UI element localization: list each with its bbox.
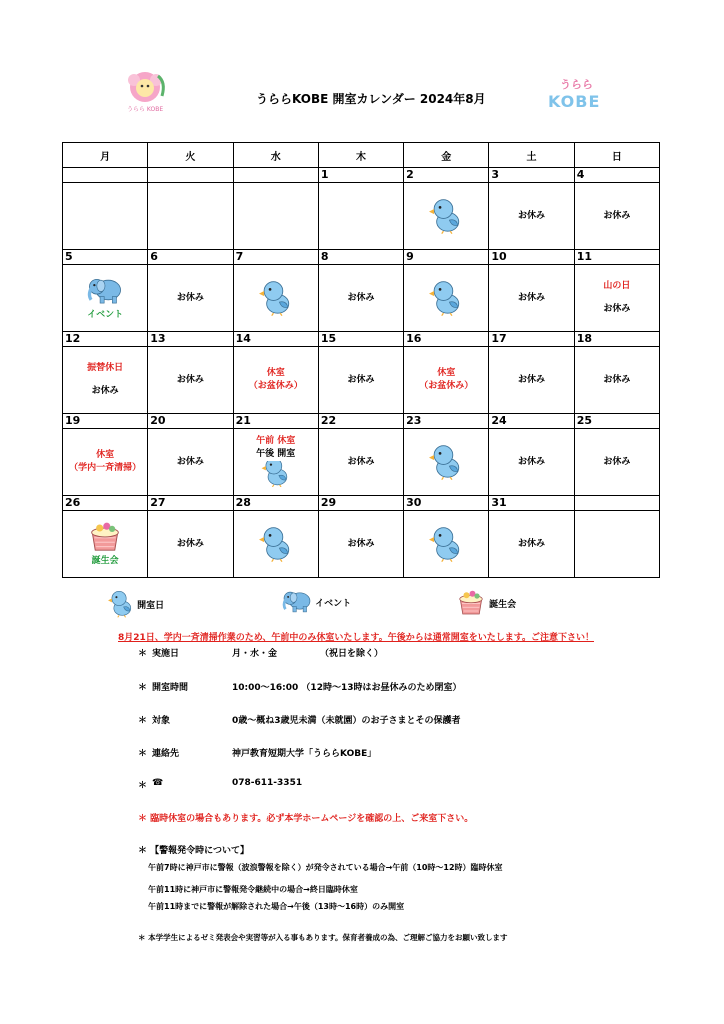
date-number-row: [63, 168, 660, 183]
warning-line-2: 午前11時に神戸市に警報発令継続中の場合→終日臨時休室: [148, 885, 358, 894]
date-number: 17: [489, 332, 574, 347]
day-cell: [318, 511, 403, 578]
day-cell: [574, 347, 659, 414]
urara-kobe-logo-left: [120, 70, 170, 116]
date-number: 23: [404, 414, 489, 429]
day-cell: [404, 429, 489, 496]
day-status: お休み: [347, 292, 375, 303]
date-number: 1: [318, 168, 403, 183]
day-status: お休み: [176, 538, 204, 549]
urara-kobe-logo-right: [548, 76, 601, 116]
half-am-label: 午前 休室: [256, 435, 296, 446]
date-number: 22: [318, 414, 403, 429]
bird-icon: [108, 588, 134, 618]
day-cell: [318, 429, 403, 496]
weekday-header: 水: [233, 143, 318, 168]
date-number: 19: [63, 414, 148, 429]
day-cell: [63, 265, 148, 332]
date-number: 29: [318, 496, 403, 511]
day-cell: [233, 347, 318, 414]
date-number: 2: [404, 168, 489, 183]
temp-closed-notice: ＊ 臨時休室の場合もあります。必ず本学ホームページを確認の上、ご来室下さい。: [138, 814, 474, 824]
day-content-row: [63, 265, 660, 332]
closed-label: 休室: [266, 368, 285, 378]
day-status: お休み: [518, 456, 546, 467]
date-number: 9: [404, 250, 489, 265]
birthday-label: 誕生会: [91, 556, 119, 566]
date-number: 30: [404, 496, 489, 511]
contact-val: 神戸教育短期大学「うららKOBE」: [232, 749, 377, 759]
date-number: 18: [574, 332, 659, 347]
date-number: 21: [233, 414, 318, 429]
date-number: 27: [148, 496, 233, 511]
date-number: [574, 496, 659, 511]
date-number: 14: [233, 332, 318, 347]
closed-label: 休室: [437, 368, 456, 378]
date-number: 10: [489, 250, 574, 265]
warning-title: ＊ 【警報発令時について】: [138, 846, 249, 856]
day-cell: [489, 511, 574, 578]
bird-icon: [259, 521, 293, 565]
date-number-row: [63, 414, 660, 429]
legend-open: [108, 588, 164, 621]
day-status: お休み: [518, 210, 546, 221]
day-cell: [318, 265, 403, 332]
date-number: 12: [63, 332, 148, 347]
elephant-icon: [282, 588, 312, 614]
closed-reason: （お盆休み）: [248, 381, 303, 391]
day-status: お休み: [603, 374, 631, 385]
day-status: お休み: [518, 538, 546, 549]
footer-note: ＊ 本学学生によるゼミ発表会や実習等が入る事もあります。保育者養成の為、ご理解ご協力をお願い致します: [138, 933, 508, 942]
flower-logo-icon: [120, 70, 170, 104]
day-cell: [63, 511, 148, 578]
weekday-header: 木: [318, 143, 403, 168]
bird-icon: [429, 439, 463, 483]
half-pm-label: 午後 開室: [256, 448, 296, 459]
day-cell: [233, 429, 318, 496]
date-number: 8: [318, 250, 403, 265]
days-key: 実施日: [152, 649, 180, 659]
cake-icon: [456, 588, 486, 616]
day-status: お休み: [176, 374, 204, 385]
date-number-row: [63, 250, 660, 265]
day-cell: [233, 183, 318, 250]
bird-icon: [259, 275, 293, 319]
day-cell: [233, 265, 318, 332]
bird-icon: [429, 275, 463, 319]
day-status: お休み: [603, 304, 631, 314]
legend-birthday-label: 誕生会: [489, 600, 517, 610]
day-cell: [63, 429, 148, 496]
logo-right-line1: うらら: [560, 78, 593, 91]
info-star: ＊: [138, 781, 148, 791]
legend-open-label: 開室日: [137, 601, 165, 611]
bird-icon: [261, 461, 291, 487]
info-star: ＊: [138, 749, 148, 759]
date-number: [148, 168, 233, 183]
day-status: お休み: [347, 538, 375, 549]
day-cell: [404, 511, 489, 578]
day-cell: [489, 183, 574, 250]
day-cell: [63, 347, 148, 414]
day-cell: [318, 347, 403, 414]
legend-event: [282, 588, 351, 617]
phone-val: 078-611-3351: [232, 778, 303, 788]
logo-right-line2: KOBE: [548, 92, 601, 111]
day-status: お休み: [518, 292, 546, 303]
weekday-header: 金: [404, 143, 489, 168]
date-number: 6: [148, 250, 233, 265]
date-number: 25: [574, 414, 659, 429]
weekday-header: 火: [148, 143, 233, 168]
notice-text: 8月21日、学内一斉清掃作業のため、午前中のみ休室いたします。午後からは通常開室をいたします。ご注意下さい！: [118, 633, 594, 643]
date-number: 5: [63, 250, 148, 265]
calendar-table: [62, 142, 660, 578]
day-cell: [148, 265, 233, 332]
info-star: ＊: [138, 716, 148, 726]
day-cell: [489, 347, 574, 414]
hours-val: 10:00～16:00 （12時～13時はお昼休みのため閉室）: [232, 683, 462, 693]
date-number-row: [63, 496, 660, 511]
closed-label: 休室: [96, 450, 115, 460]
date-number: 31: [489, 496, 574, 511]
day-cell: [148, 429, 233, 496]
weekday-header: 日: [574, 143, 659, 168]
day-content-row: [63, 511, 660, 578]
day-cell: [63, 183, 148, 250]
day-cell: [574, 511, 659, 578]
day-content-row: [63, 183, 660, 250]
date-number: 20: [148, 414, 233, 429]
day-cell: [404, 347, 489, 414]
date-number: 7: [233, 250, 318, 265]
date-number: 3: [489, 168, 574, 183]
day-cell: [233, 511, 318, 578]
date-number: 15: [318, 332, 403, 347]
date-number: [233, 168, 318, 183]
logo-left-text: うらら KOBE: [127, 106, 164, 113]
holiday-label: 振替休日: [87, 363, 124, 373]
info-star: ＊: [138, 683, 148, 693]
date-number: 24: [489, 414, 574, 429]
day-cell: [404, 183, 489, 250]
closed-reason: （お盆休み）: [419, 381, 474, 391]
date-number: 26: [63, 496, 148, 511]
target-val: 0歳～概ね3歳児未満（未就園）のお子さまとその保護者: [232, 716, 461, 726]
page-title: うららKOBE 開室カレンダー 2024年8月: [256, 92, 486, 106]
day-status: お休み: [518, 374, 546, 385]
date-number: 13: [148, 332, 233, 347]
hours-key: 開室時間: [152, 683, 189, 693]
day-cell: [574, 183, 659, 250]
elephant-icon: [87, 274, 123, 306]
contact-key: 連絡先: [152, 749, 180, 759]
date-number: 4: [574, 168, 659, 183]
date-number: [63, 168, 148, 183]
cake-icon: [87, 520, 123, 552]
target-key: 対象: [152, 716, 171, 726]
day-cell: [574, 429, 659, 496]
day-cell: [489, 429, 574, 496]
date-number: 11: [574, 250, 659, 265]
day-status: お休み: [347, 456, 375, 467]
bird-icon: [429, 521, 463, 565]
day-status: お休み: [176, 292, 204, 303]
day-cell: [489, 265, 574, 332]
day-cell: [148, 511, 233, 578]
weekday-header-row: [63, 143, 660, 168]
day-status: お休み: [91, 386, 119, 396]
closed-reason: （学内一斉清掃）: [69, 463, 142, 473]
day-status: お休み: [347, 374, 375, 385]
day-status: お休み: [603, 456, 631, 467]
day-cell: [148, 347, 233, 414]
weekday-header: 土: [489, 143, 574, 168]
phone-icon: ☎: [152, 778, 164, 788]
day-cell: [404, 265, 489, 332]
holiday-label: 山の日: [603, 281, 631, 291]
days-val: 月・水・金: [232, 649, 278, 659]
day-content-row: [63, 429, 660, 496]
weekday-header: 月: [63, 143, 148, 168]
day-cell: [318, 183, 403, 250]
legend-event-label: イベント: [315, 599, 352, 609]
date-number-row: [63, 332, 660, 347]
bird-icon: [429, 193, 463, 237]
day-content-row: [63, 347, 660, 414]
day-status: お休み: [176, 456, 204, 467]
event-label: イベント: [87, 310, 124, 320]
date-number: 16: [404, 332, 489, 347]
info-star: ＊: [138, 649, 148, 659]
day-cell: [148, 183, 233, 250]
warning-line-3: 午前11時までに警報が解除された場合→午後（13時～16時）のみ開室: [148, 902, 405, 911]
day-cell: [574, 265, 659, 332]
days-note: （祝日を除く）: [320, 649, 384, 659]
date-number: 28: [233, 496, 318, 511]
warning-line-1: 午前7時に神戸市に警報（波浪警報を除く）が発令されている場合→午前（10時～12時）臨時休室: [148, 863, 503, 872]
legend-birthday: [456, 588, 516, 619]
day-status: お休み: [603, 210, 631, 221]
